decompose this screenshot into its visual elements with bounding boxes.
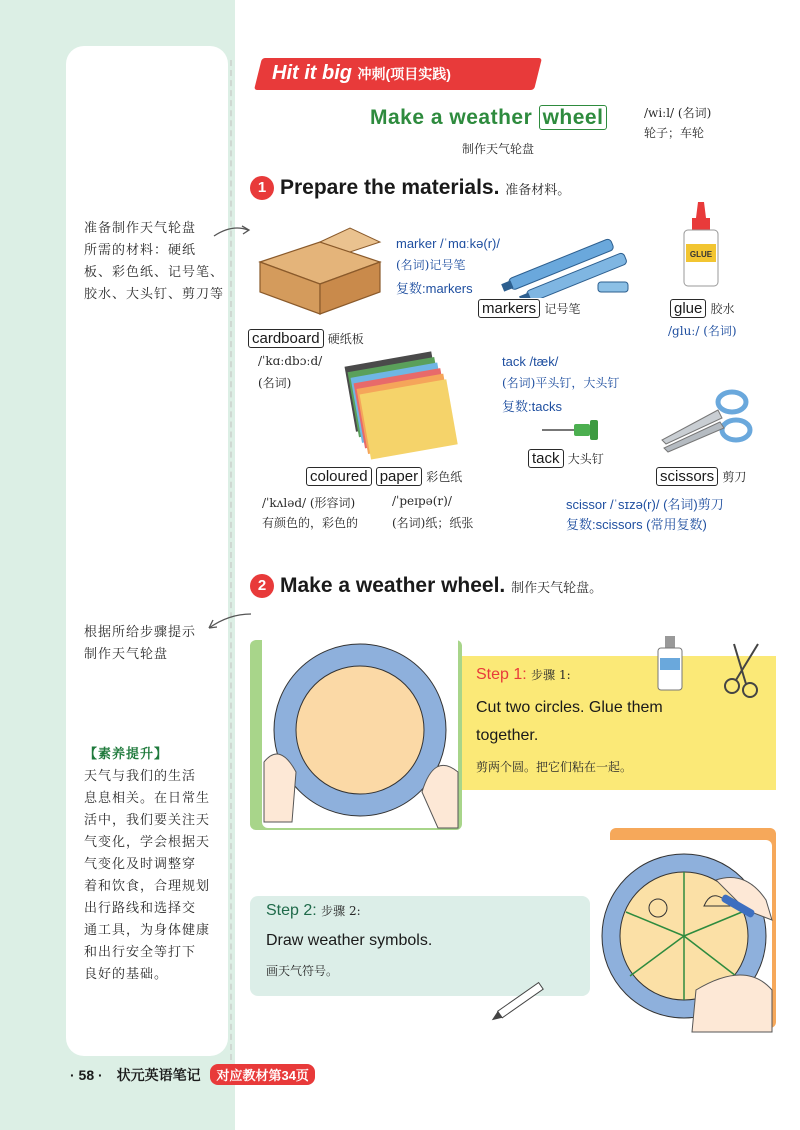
- plural-label: 复数:: [502, 399, 532, 414]
- title-gloss: 轮子；车轮: [644, 126, 705, 140]
- step-number: Step 2:: [266, 902, 317, 919]
- weather-wheel-illustration: [596, 840, 776, 1036]
- step-number-cn: 步骤 1:: [531, 668, 571, 682]
- book-title: 状元英语笔记: [116, 1067, 201, 1083]
- plural-value: markers: [425, 281, 473, 296]
- note-line: 息息相关。在日常生: [84, 791, 211, 806]
- section-title: Make a weather wheel.: [280, 574, 506, 597]
- note-line: 通工具，为身体健康: [84, 923, 211, 938]
- page-number: · 58 ·: [70, 1067, 103, 1083]
- vocab-cn: 彩色纸: [426, 470, 463, 484]
- vocab-pos: (名词): [258, 376, 292, 390]
- vocab-cn: 剪刀: [722, 470, 747, 484]
- note-line: 天气与我们的生活: [84, 769, 197, 784]
- vocab-cn: 记号笔: [544, 302, 581, 316]
- marker-definition: marker /ˈmɑːkə(r)/: [396, 236, 500, 251]
- sidebar-note-literacy: [84, 744, 234, 986]
- vocab-word: glue: [670, 299, 706, 318]
- note-line: 胶水、大头钉、剪刀等: [84, 287, 225, 302]
- glue-bottle-icon: [676, 200, 726, 290]
- plural-value: scissors (常用复数): [595, 517, 707, 532]
- vocab-cn: (名词)纸；纸张: [392, 516, 474, 530]
- section-title: Prepare the materials.: [280, 176, 500, 199]
- note-line: 着和饮食，合理规划: [84, 879, 211, 894]
- section-number-badge: 1: [250, 176, 274, 200]
- title-text: Make a weather: [370, 106, 539, 129]
- plural-label: 复数:: [566, 517, 596, 532]
- note-line: 气变化及时调整穿: [84, 857, 197, 872]
- note-line: 制作天气轮盘: [84, 647, 169, 662]
- tack-plural: [502, 396, 562, 415]
- title-phonetic: /wiːl/ (名词): [644, 106, 712, 120]
- vocab-phonetic: /ˈpeɪpə(r)/: [392, 494, 452, 508]
- vocab-word: paper: [376, 467, 422, 486]
- vocab-tack: [528, 450, 604, 467]
- vocab-word: tack: [528, 449, 564, 468]
- tack-pos: (名词)平头钉，大头钉: [502, 376, 620, 390]
- title-keyword: wheel: [539, 105, 608, 130]
- note-line: 出行路线和选择交: [84, 901, 197, 916]
- step1-instruction-cn: 剪两个圆。把它们粘在一起。: [476, 760, 633, 774]
- scissors-icon: [718, 640, 768, 700]
- plural-value: tacks: [531, 399, 562, 414]
- coloured-paper-icon: [338, 350, 458, 460]
- banner-en: Hit it big: [272, 62, 352, 84]
- step2-instruction: Draw weather symbols.: [266, 932, 433, 949]
- plural-label: 复数:: [396, 281, 426, 296]
- glue-bottle-icon: [652, 634, 688, 694]
- marker-plural: [396, 278, 473, 297]
- banner-label: [272, 62, 451, 85]
- scissors-icon: [656, 384, 756, 454]
- note-line: 活中，我们要关注天: [84, 813, 211, 828]
- arrow-icon: [212, 222, 252, 242]
- scissors-plural: [566, 514, 707, 533]
- vocab-markers: [478, 300, 580, 317]
- scissors-definition: scissor /ˈsɪzə(r)/ (名词)剪刀: [566, 497, 724, 512]
- title-chinese: 制作天气轮盘: [462, 142, 535, 156]
- markers-icon: [498, 238, 638, 298]
- note-line: 气变化，学会根据天: [84, 835, 211, 850]
- section-heading-2: [250, 574, 602, 598]
- vocab-phonetic: /ˈkɑːdbɔːd/: [258, 354, 323, 368]
- vocab-cn: 有颜色的，彩色的: [262, 516, 359, 530]
- step1-instruction: Cut two circles. Glue them together.: [476, 699, 663, 744]
- cardboard-box-icon: [250, 222, 390, 318]
- marker-pos: (名词)记号笔: [396, 258, 466, 272]
- section-title-cn: 制作天气轮盘。: [511, 581, 603, 596]
- vocab-cn: 硬纸板: [327, 332, 364, 346]
- circles-illustration: [262, 632, 462, 832]
- vocab-cardboard: [248, 330, 364, 347]
- note-title: 【素养提升】: [84, 747, 169, 762]
- pencil-icon: [486, 976, 556, 1026]
- vocab-word: coloured: [306, 467, 372, 486]
- note-line: 所需的材料：硬纸: [84, 243, 197, 258]
- glue-bottle-label: GLUE: [689, 250, 713, 259]
- vocab-coloured-paper: [306, 468, 462, 485]
- vocab-phonetic: /ˈkʌləd/ (形容词): [262, 496, 356, 510]
- section-heading-1: [250, 176, 570, 200]
- vocab-glue: [670, 300, 735, 317]
- note-line: 板、彩色纸、记号笔、: [84, 265, 225, 280]
- vocab-word: cardboard: [248, 329, 324, 348]
- step-number-cn: 步骤 2:: [321, 904, 361, 918]
- note-line: 根据所给步骤提示: [84, 625, 197, 640]
- step1-label: [476, 666, 571, 684]
- page-title: [370, 106, 607, 130]
- section-title-cn: 准备材料。: [505, 183, 571, 198]
- step2-instruction-cn: 画天气符号。: [266, 964, 339, 978]
- note-line: 准备制作天气轮盘: [84, 221, 197, 236]
- textbook-reference-badge: 对应教材第34页: [210, 1064, 314, 1085]
- vocab-cn: 大头钉: [567, 452, 604, 466]
- tack-icon: [540, 414, 610, 444]
- page-footer: [70, 1064, 315, 1085]
- note-line: 良好的基础。: [84, 967, 169, 982]
- step-number: Step 1:: [476, 666, 527, 683]
- vocab-cn: 胶水: [710, 302, 735, 316]
- vocab-phonetic: /gluː/ (名词): [668, 324, 737, 338]
- note-line: 和出行安全等打下: [84, 945, 197, 960]
- section-banner: [258, 58, 538, 90]
- step2-label: [266, 902, 361, 920]
- vocab-word: scissors: [656, 467, 718, 486]
- section-number-badge: 2: [250, 574, 274, 598]
- banner-cn: 冲刺(项目实践): [357, 66, 451, 82]
- arrow-icon: [205, 610, 255, 632]
- tack-definition: tack /tæk/: [502, 354, 559, 369]
- vocab-scissors: [656, 468, 746, 485]
- vocab-word: markers: [478, 299, 540, 318]
